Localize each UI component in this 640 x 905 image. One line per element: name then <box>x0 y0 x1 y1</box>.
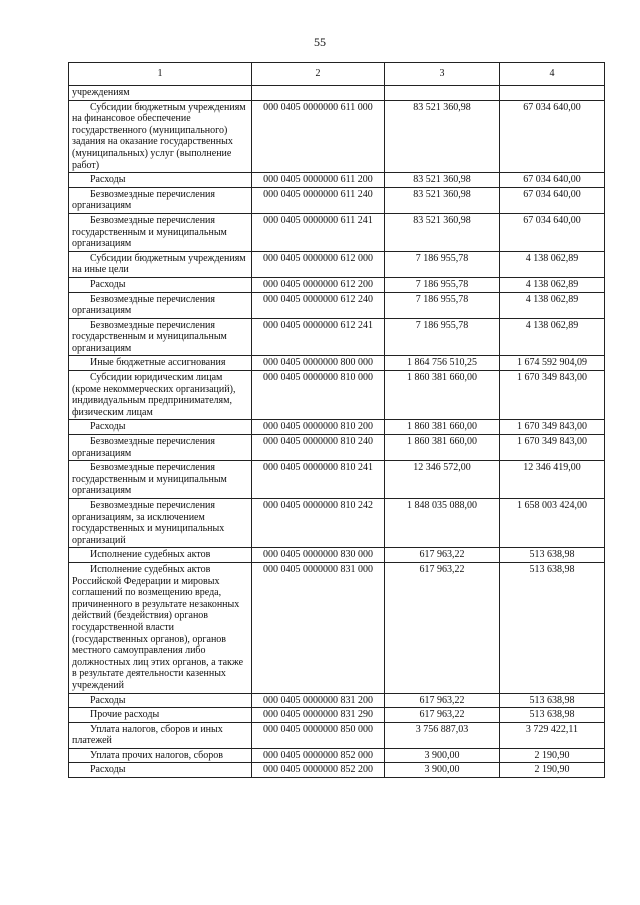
row-name-text: Уплата налогов, сборов и иных платежей <box>72 723 223 747</box>
row-name <box>69 763 252 778</box>
row-name <box>69 187 252 213</box>
row-name-text: Безвозмездные перечисления государственным и муниципальным организациям <box>72 462 227 497</box>
row-name-text: Безвозмездные перечисления государственным и муниципальным организациям <box>72 214 227 250</box>
row-value-col4 <box>500 86 605 101</box>
row-name <box>69 318 252 356</box>
row-code: 000 0405 0000000 611 240 <box>252 187 385 213</box>
row-name <box>69 251 252 277</box>
row-name <box>69 499 252 548</box>
table-row <box>69 100 605 173</box>
table-row <box>69 86 605 101</box>
row-code: 000 0405 0000000 611 000 <box>252 100 385 173</box>
row-value-col3: 3 900,00 <box>385 748 500 763</box>
table-row <box>69 371 605 420</box>
row-name <box>69 356 252 371</box>
table-row <box>69 693 605 708</box>
row-code: 000 0405 0000000 810 241 <box>252 461 385 499</box>
row-name <box>69 86 252 101</box>
row-name-text: Расходы <box>90 694 126 706</box>
row-value-col4: 2 190,90 <box>500 763 605 778</box>
page-number: 55 <box>314 35 326 49</box>
header-cell: 4 <box>500 63 605 86</box>
row-value-col3: 12 346 572,00 <box>385 461 500 499</box>
table-row <box>69 461 605 499</box>
row-value-col4: 3 729 422,11 <box>500 722 605 748</box>
row-code: 000 0405 0000000 612 200 <box>252 277 385 292</box>
row-code: 000 0405 0000000 612 240 <box>252 292 385 318</box>
header-row <box>69 63 605 86</box>
row-code: 000 0405 0000000 612 241 <box>252 318 385 356</box>
row-name <box>69 292 252 318</box>
row-value-col4: 67 034 640,00 <box>500 213 605 251</box>
table-row <box>69 213 605 251</box>
row-code: 000 0405 0000000 831 200 <box>252 693 385 708</box>
row-value-col4: 1 670 349 843,00 <box>500 435 605 461</box>
row-value-col4: 4 138 062,89 <box>500 251 605 277</box>
row-value-col4: 513 638,98 <box>500 693 605 708</box>
row-value-col3: 83 521 360,98 <box>385 213 500 251</box>
budget-table <box>68 62 605 778</box>
row-value-col3: 617 963,22 <box>385 708 500 723</box>
row-name-text: Безвозмездные перечисления организациям <box>72 293 215 317</box>
row-name-text: Субсидии бюджетным учреждениям на финансовое обеспечение государственного (муниципального) задания на оказание государственных (муниципальных) услуг (выполнение работ) <box>72 101 246 171</box>
row-name-text: Безвозмездные перечисления организациям <box>72 188 215 212</box>
table-row <box>69 420 605 435</box>
row-value-col3: 7 186 955,78 <box>385 251 500 277</box>
row-code: 000 0405 0000000 612 000 <box>252 251 385 277</box>
row-value-col4: 1 658 003 424,00 <box>500 499 605 548</box>
row-name-text: Прочие расходы <box>90 709 160 721</box>
table-row <box>69 708 605 723</box>
row-value-col3: 1 860 381 660,00 <box>385 371 500 420</box>
row-name <box>69 693 252 708</box>
row-code: 000 0405 0000000 800 000 <box>252 356 385 371</box>
row-name <box>69 708 252 723</box>
row-value-col4: 2 190,90 <box>500 748 605 763</box>
row-name-text: учреждениям <box>72 87 130 98</box>
row-value-col4: 1 674 592 904,09 <box>500 356 605 371</box>
table-row <box>69 292 605 318</box>
row-name <box>69 277 252 292</box>
row-name-text: Исполнение судебных актов Российской Федерации и мировых соглашений по возмещению вреда, причиненного в результате незаконных действий (бездействия) органов государственной власти (государственных органов), органов местного самоуправления либо должностных лиц этих органов, а также в результате деятельности казенных учреждений <box>72 563 244 691</box>
row-value-col3: 83 521 360,98 <box>385 173 500 188</box>
row-name <box>69 213 252 251</box>
row-code: 000 0405 0000000 830 000 <box>252 548 385 563</box>
row-value-col4: 4 138 062,89 <box>500 292 605 318</box>
row-name <box>69 100 252 173</box>
row-name-text: Безвозмездные перечисления организациям, за исключением государственных и муниципальных организаций <box>72 500 225 546</box>
row-name-text: Субсидии бюджетным учреждениям на иные цели <box>72 252 246 276</box>
row-value-col3: 617 963,22 <box>385 548 500 563</box>
row-value-col4: 67 034 640,00 <box>500 187 605 213</box>
row-name-text: Расходы <box>90 421 126 433</box>
row-code: 000 0405 0000000 810 000 <box>252 371 385 420</box>
row-name <box>69 420 252 435</box>
table-row <box>69 722 605 748</box>
row-value-col4: 1 670 349 843,00 <box>500 371 605 420</box>
row-code <box>252 86 385 101</box>
row-value-col3: 1 848 035 088,00 <box>385 499 500 548</box>
row-value-col3: 7 186 955,78 <box>385 318 500 356</box>
row-name <box>69 371 252 420</box>
row-value-col3: 83 521 360,98 <box>385 100 500 173</box>
row-value-col4: 67 034 640,00 <box>500 173 605 188</box>
row-value-col3: 83 521 360,98 <box>385 187 500 213</box>
row-value-col4: 4 138 062,89 <box>500 318 605 356</box>
row-value-col3: 3 756 887,03 <box>385 722 500 748</box>
table-row <box>69 277 605 292</box>
row-name <box>69 435 252 461</box>
row-value-col3: 1 860 381 660,00 <box>385 435 500 461</box>
row-value-col4: 513 638,98 <box>500 562 605 693</box>
row-code: 000 0405 0000000 611 241 <box>252 213 385 251</box>
row-value-col4: 67 034 640,00 <box>500 100 605 173</box>
row-value-col3 <box>385 86 500 101</box>
row-name-text: Безвозмездные перечисления организациям <box>72 436 215 459</box>
row-value-col3: 1 864 756 510,25 <box>385 356 500 371</box>
row-code: 000 0405 0000000 831 290 <box>252 708 385 723</box>
row-name-text: Иные бюджетные ассигнования <box>90 357 226 369</box>
table-row <box>69 356 605 371</box>
row-code: 000 0405 0000000 611 200 <box>252 173 385 188</box>
row-code: 000 0405 0000000 852 200 <box>252 763 385 778</box>
row-name-text: Субсидии юридическим лицам (кроме некоммерческих организаций), индивидуальным предпринимателям, физическим лицам <box>72 372 236 418</box>
table-row <box>69 548 605 563</box>
row-code: 000 0405 0000000 810 200 <box>252 420 385 435</box>
row-code: 000 0405 0000000 810 240 <box>252 435 385 461</box>
header-cell: 2 <box>252 63 385 86</box>
row-name-text: Расходы <box>90 764 126 776</box>
row-code: 000 0405 0000000 852 000 <box>252 748 385 763</box>
table-row <box>69 251 605 277</box>
row-value-col3: 617 963,22 <box>385 693 500 708</box>
header-cell: 3 <box>385 63 500 86</box>
table-row <box>69 187 605 213</box>
row-name <box>69 461 252 499</box>
table-body <box>69 86 605 778</box>
row-name <box>69 173 252 188</box>
table-row <box>69 435 605 461</box>
row-value-col4: 12 346 419,00 <box>500 461 605 499</box>
row-value-col4: 4 138 062,89 <box>500 277 605 292</box>
row-name <box>69 548 252 563</box>
header-cell: 1 <box>69 63 252 86</box>
row-name <box>69 748 252 763</box>
table-row <box>69 562 605 693</box>
row-name-text: Расходы <box>90 278 126 290</box>
row-value-col3: 617 963,22 <box>385 562 500 693</box>
row-code: 000 0405 0000000 810 242 <box>252 499 385 548</box>
table-row <box>69 499 605 548</box>
row-code: 000 0405 0000000 831 000 <box>252 562 385 693</box>
row-value-col4: 513 638,98 <box>500 708 605 723</box>
row-code: 000 0405 0000000 850 000 <box>252 722 385 748</box>
row-value-col3: 7 186 955,78 <box>385 292 500 318</box>
row-name <box>69 562 252 693</box>
table-row <box>69 173 605 188</box>
row-name-text: Расходы <box>90 174 126 186</box>
row-name-text: Безвозмездные перечисления государственным и муниципальным организациям <box>72 319 227 354</box>
row-name-text: Исполнение судебных актов <box>90 549 211 561</box>
table-row <box>69 748 605 763</box>
row-value-col3: 7 186 955,78 <box>385 277 500 292</box>
row-value-col3: 1 860 381 660,00 <box>385 420 500 435</box>
table-row <box>69 763 605 778</box>
table-row <box>69 318 605 356</box>
row-value-col4: 1 670 349 843,00 <box>500 420 605 435</box>
row-name <box>69 722 252 748</box>
row-value-col4: 513 638,98 <box>500 548 605 563</box>
row-value-col3: 3 900,00 <box>385 763 500 778</box>
row-name-text: Уплата прочих налогов, сборов <box>90 749 223 761</box>
